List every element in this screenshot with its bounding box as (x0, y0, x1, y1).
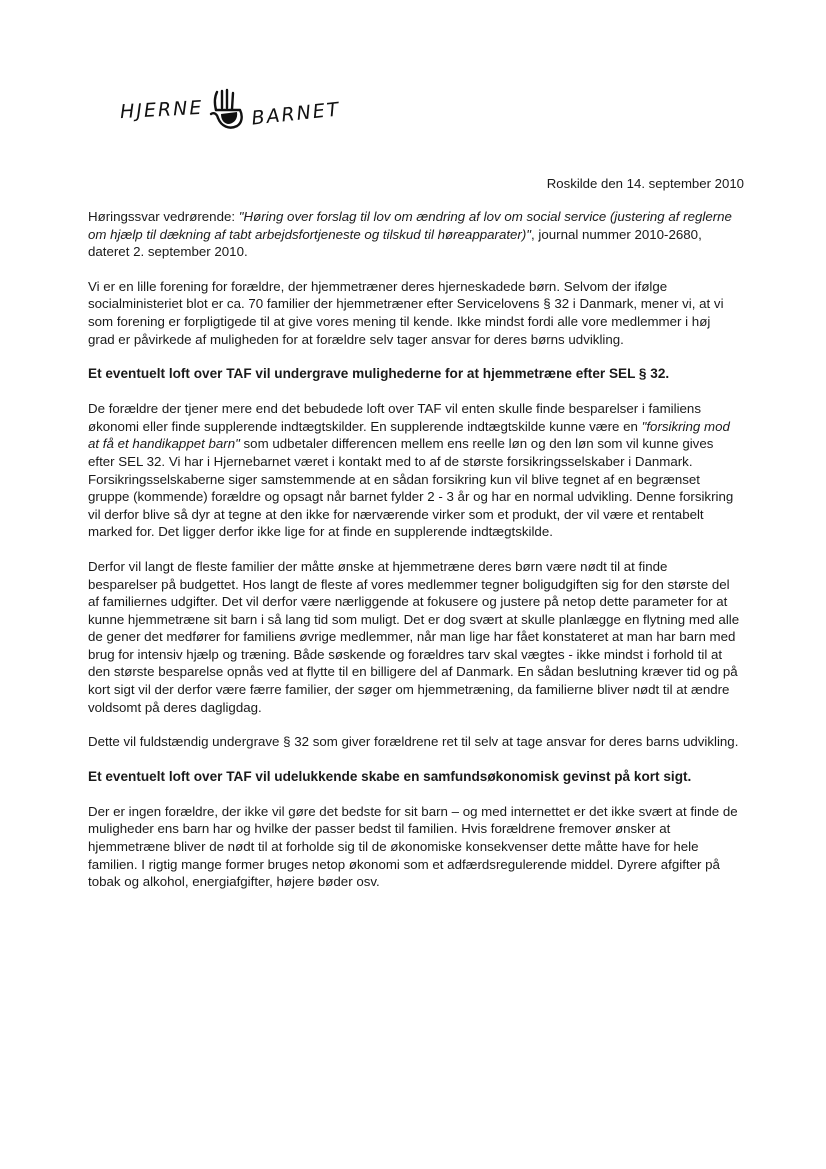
paragraph-2-emphasis: "forsikring mod at få et handikappet barn" (88, 418, 730, 452)
logo-text-right: BARNET (250, 98, 342, 130)
paragraph-2 (88, 400, 740, 541)
letter-body (88, 208, 740, 908)
intro-suffix: , journal nummer 2010-2680, dateret 2. september 2010. (88, 226, 702, 260)
organization-logo (120, 88, 340, 132)
paragraph-2-part-2: som udbetaler differencen mellem ens reelle løn og den løn som vil kunne gives efter SEL 32. Vi har i Hjernebarnet været i kontakt med to af de største forsikringsselskaber i Danmark. Forsikringsselskaberne siger samstemmende at en sådan forsikring kun vil blive tegnet af en begrænset gruppe (kommende) forældre og opsagt når barnet fylder 2 - 3 år og har en normal udvikling. Denne forsikring vil derfor blive så dyr at tegne at den ikke for nærværende virker som et produkt, der vil være et rentabelt marked for. Det ligger derfor ikke lige for at finde en supplerende indtægtskilde. (88, 436, 734, 540)
heading-1: Et eventuelt loft over TAF vil undergrave mulighederne for at hjemmetræne efter SEL § 32. (88, 366, 670, 382)
heading-2: Et eventuelt loft over TAF vil udelukkende skabe en samfundsøkonomisk gevinst på kort sigt. (88, 768, 692, 784)
paragraph-1: Vi er en lille forening for forældre, der hjemmetræner deres hjerneskadede børn. Selvom der ifølge socialministeriet blot er ca. 70 familier der hjemmetræner efter Servicelovens § 32 i Danmark, mener vi, at vi som forening er forpligtigede til at give vores mening til kende. Ikke mindst fordi alle vore medlemmer i høj grad er påvirkede af muligheden for at forældre selv tager ansvar for deres børns udvikling. (88, 278, 724, 347)
intro-paragraph (88, 208, 740, 261)
logo-text-left: HJERNE (119, 96, 204, 124)
intro-title: "Høring over forslag til lov om ændring af lov om social service (justering af reglerne om hjælp til dækning af tabt arbejdsfortjeneste og tilskud til høreapparater)" (88, 209, 732, 242)
paragraph-3: Derfor vil langt de fleste familier der måtte ønske at hjemmetræne deres børn være nødt til at finde besparelser på budgettet. Hos langt de fleste af vores medlemmer tegner boligudgiften sig for den største del af familiernes udgifter. Det vil derfor være nærliggende at fokusere og justere på netop dette parameter for at kunne hjemmetræne sit barn i så lang tid som muligt. Det er dog svært at skulle planlægge en flytning med alle de gener det medfører for familiens øvrige medlemmer, når man lige har fået konstateret at man har barn med brug for intensiv hjælp og træning. Både søskende og forældres tarv skal vægtes - ikke mindst i forhold til at den største besparelse opnås ved at flytte til en billigere del af Danmark. En sådan beslutning kræver tid og på kort sigt vil der derfor være færre familier, der søger om hjemmetræning, da familierne bliver nødt til at ændre voldsomt på deres dagligdag. (88, 558, 740, 715)
paragraph-2-part-1: De forældre der tjener mere end det bebudede loft over TAF vil enten skulle finde besparelser i familiens økonomi eller finde supplerende indtægtskilder. En supplerende indtægtskilde kunne være en (88, 401, 701, 434)
intro-prefix: Høringssvar vedrørende: (88, 209, 239, 224)
paragraph-5: Der er ingen forældre, der ikke vil gøre det bedste for sit barn – og med internettet er det ikke svært at finde de muligheder ens barn har og hvilke der passer bedst til familien. Hvis forældrene fremover ønsker at hjemmetræne bliver de nødt til at forholde sig til de økonomiske konsekvenser dette måtte have for hele familien. I rigtig mange former bruges netop økonomi som et adfærdsregulerende middel. Dyrere afgifter på tobak og alkohol, energiafgifter, højere bøder osv. (88, 803, 738, 890)
hand-icon (207, 88, 247, 132)
date-line: Roskilde den 14. september 2010 (546, 176, 744, 191)
paragraph-4: Dette vil fuldstændig undergrave § 32 som giver forældrene ret til selv at tage ansvar for deres barns udvikling. (88, 734, 739, 750)
